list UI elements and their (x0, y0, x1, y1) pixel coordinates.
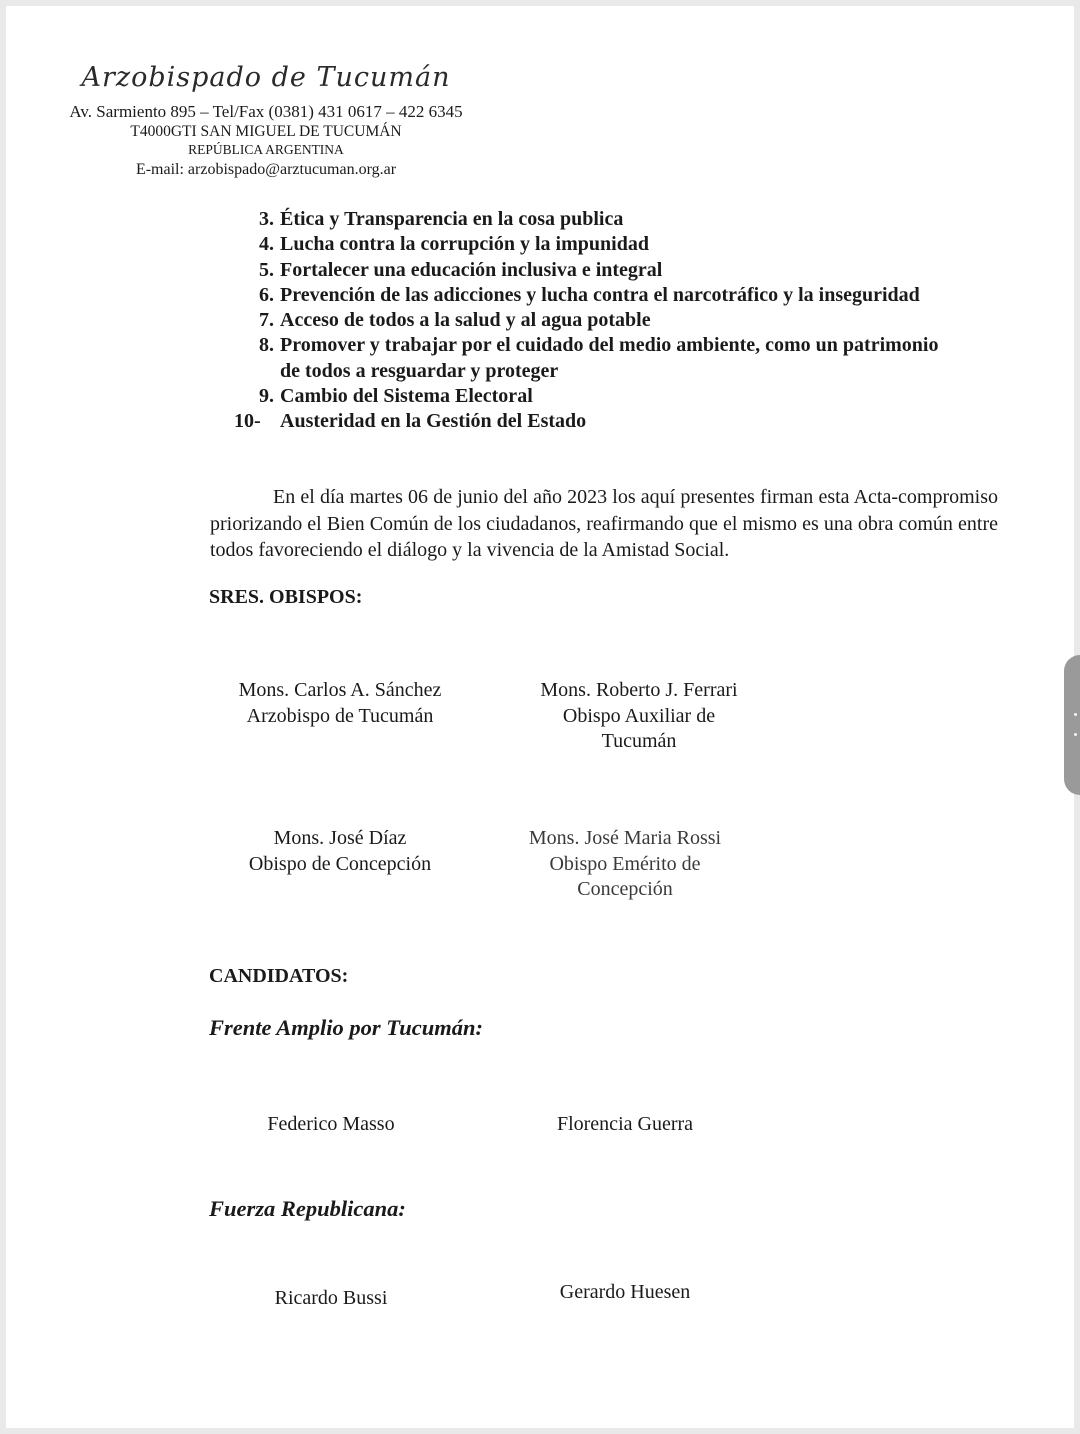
bishops-heading: SRES. OBISPOS: (209, 586, 363, 608)
signatory-role: Obispo de Concepción (248, 852, 432, 875)
signatory-name: Mons. Carlos A. Sánchez (238, 679, 442, 701)
list-item-number: 3. (259, 208, 274, 230)
list-item-number: 7. (259, 309, 274, 332)
party-name: Fuerza Republicana: (209, 1196, 406, 1221)
letterhead-postal: T4000GTI SAN MIGUEL DE TUCUMÁN (130, 123, 402, 140)
commitments-list (232, 207, 939, 435)
list-item-number: 4. (259, 233, 274, 256)
list-item (232, 283, 939, 308)
letterhead-title: Arzobispado de Tucumán (81, 62, 451, 93)
document-page (6, 6, 1074, 1428)
list-item-number: 8. (259, 334, 274, 357)
signatory-name: Mons. Roberto J. Ferrari (540, 679, 738, 701)
commitment-paragraph: En el día martes 06 de junio del año 2023 los aquí presentes firman esta Acta-compromiso priorizando el Bien Común de los ciudadanos, reafirmando que el mismo es una obra común entre todos favoreciendo el diálogo y la vivencia de la Amistad Social. (210, 486, 998, 561)
list-item-text: Lucha contra la corrupción y la impunidad (280, 233, 649, 256)
letterhead-address: Av. Sarmiento 895 – Tel/Fax (0381) 431 0617 – 422 6345 (69, 102, 463, 121)
list-item (232, 308, 939, 333)
list-item-text: Fortalecer una educación inclusiva e integral (280, 258, 663, 281)
signatory-role: Obispo Auxiliar de (562, 704, 716, 727)
signatory-role: Concepción (577, 878, 673, 900)
party-name: Frente Amplio por Tucumán: (209, 1015, 483, 1040)
candidates-heading: CANDIDATOS: (209, 965, 349, 987)
signatory-name: Mons. José Díaz (273, 827, 407, 849)
list-item-number: 5. (259, 258, 274, 281)
list-item (232, 409, 939, 434)
list-item-text: Cambio del Sistema Electoral (280, 385, 533, 408)
list-item-text: Ética y Transparencia en la cosa publica (280, 208, 624, 230)
list-item (232, 258, 939, 283)
list-item (232, 333, 939, 384)
signature-block (514, 678, 764, 755)
candidate-name: Gerardo Huesen (559, 1281, 691, 1303)
list-item-text: Acceso de todos a la salud y al agua potable (280, 309, 651, 332)
signature-block (210, 826, 470, 877)
list-item (232, 207, 939, 232)
list-item-number: 6. (259, 283, 274, 306)
list-item (232, 232, 939, 257)
candidate-name: Ricardo Bussi (274, 1287, 388, 1309)
signatory-role: Obispo Emérito de (549, 852, 701, 875)
letterhead-email: E-mail: arzobispado@arztucuman.org.ar (135, 161, 397, 178)
handle-dot-icon (1074, 713, 1077, 716)
list-item-text: Austeridad en la Gestión del Estado (280, 410, 587, 433)
list-item (232, 384, 939, 409)
list-item-number: 9. (259, 385, 274, 408)
signatory-role: Tucumán (601, 730, 677, 752)
list-item-text: Prevención de las adicciones y lucha contra el narcotráfico y la inseguridad (280, 283, 920, 306)
letterhead-country: REPÚBLICA ARGENTINA (188, 142, 344, 157)
signature-block (210, 678, 470, 729)
list-item-text: Promover y trabajar por el cuidado del medio ambiente, como un patrimonio (280, 334, 939, 357)
candidate-name: Federico Masso (267, 1113, 395, 1135)
handle-dot-icon (1074, 733, 1077, 736)
candidate-name: Florencia Guerra (556, 1113, 694, 1135)
signatory-role: Arzobispo de Tucumán (246, 704, 434, 727)
signature-block (490, 826, 760, 903)
scroll-handle[interactable] (1064, 655, 1080, 795)
list-item-continuation: de todos a resguardar y proteger (280, 359, 559, 382)
signatory-name: Mons. José Maria Rossi (528, 827, 722, 849)
list-item-number: 10- (234, 410, 261, 433)
